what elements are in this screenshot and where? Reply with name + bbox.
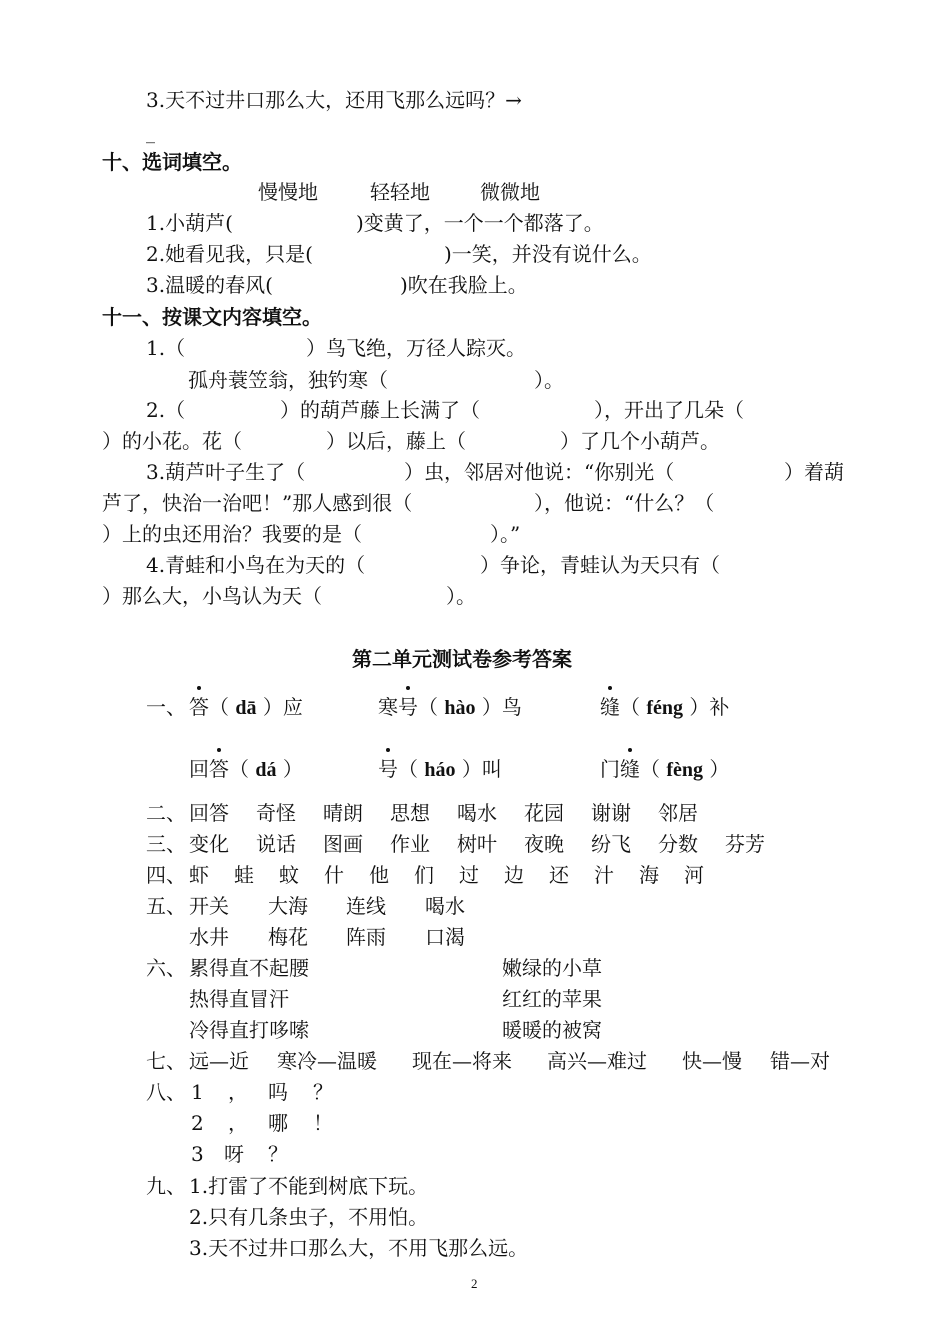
a2-item: 邻居: [658, 801, 698, 825]
page-number: 2: [471, 1276, 478, 1291]
a4-item: 什: [324, 863, 344, 887]
a3-item: 图画: [323, 832, 363, 856]
a4-item: 们: [414, 863, 434, 887]
a6-right: 红红的苹果: [502, 987, 602, 1011]
a3-item: 芬芳: [725, 832, 765, 856]
a3-item: 树叶: [457, 832, 497, 856]
section-11-heading: 十一、按课文内容填空。: [102, 305, 322, 329]
a8-item: ？: [313, 1080, 333, 1104]
s11-l5-b: ）虫，邻居对他说：“你别光（: [404, 460, 675, 484]
a3-item: 说话: [256, 832, 296, 856]
a1-label: 一、: [146, 695, 186, 719]
a3-item: 纷飞: [591, 832, 631, 856]
pinyin-item: 答（ dā ）应: [189, 695, 303, 719]
a7-item: 现在—将来: [412, 1049, 512, 1073]
a9-line-1: 1.打雷了不能到树底下玩。: [189, 1174, 429, 1198]
a6-label: 六、: [146, 956, 186, 980]
a7-item: 错—对: [770, 1049, 830, 1073]
question-9-3: 3.天不过井口那么大，还用飞那么远吗？→: [146, 88, 522, 112]
s11-l6-b: ），他说：“什么？（: [534, 491, 715, 515]
s10-q2-end: )一笑，并没有说什么。: [444, 242, 652, 266]
s11-l7-b: ）。”: [490, 522, 521, 546]
a2-item: 回答: [189, 801, 229, 825]
pinyin-item: 回答（ dá ）: [189, 757, 303, 781]
a4-item: 蚊: [279, 863, 299, 887]
a4-item: 他: [369, 863, 389, 887]
pinyin-item: 缝（ féng ）补: [600, 695, 730, 719]
a9-label: 九、: [146, 1174, 186, 1198]
section-10-heading: 十、选词填空。: [102, 150, 242, 174]
emphasis-dot-char: 缝: [620, 757, 640, 781]
a8-item: 吗: [268, 1080, 288, 1104]
a8-item: ！: [313, 1111, 333, 1135]
a8-item: 呀: [224, 1142, 244, 1166]
s11-l3-b: ）的葫芦藤上长满了（: [280, 398, 480, 422]
a5-item: 梅花: [268, 925, 308, 949]
pinyin-item: 号（ háo ）叫: [378, 757, 502, 781]
a2-item: 奇怪: [256, 801, 296, 825]
s11-l2-a: 孤舟蓑笠翁，独钓寒（: [188, 368, 388, 392]
s11-l3-a: 2.（: [146, 398, 186, 422]
a5-item: 大海: [268, 894, 308, 918]
a3-item: 变化: [189, 832, 229, 856]
a2-item: 思想: [390, 801, 430, 825]
a3-item: 分数: [658, 832, 698, 856]
a4-item: 边: [504, 863, 524, 887]
a4-item: 海: [639, 863, 659, 887]
a4-item: 虾: [189, 863, 209, 887]
a4-item: 汁: [594, 863, 614, 887]
a8-item: ，: [228, 1080, 248, 1104]
a7-label: 七、: [146, 1049, 186, 1073]
a3-item: 夜晚: [524, 832, 564, 856]
a4-item: 蛙: [234, 863, 254, 887]
s10-q3-start: 3.温暖的春风(: [146, 273, 273, 297]
a6-right: 嫩绿的小草: [502, 956, 602, 980]
a5-item: 阵雨: [346, 925, 386, 949]
s11-l1-b: ）鸟飞绝，万径人踪灭。: [306, 336, 526, 360]
s11-l4-b: ）以后，藤上（: [326, 429, 466, 453]
a5-item: 喝水: [425, 894, 465, 918]
s11-l8-a: 4.青蛙和小鸟在为天的（: [146, 553, 366, 577]
a7-item: 寒冷—温暖: [277, 1049, 377, 1073]
a3-label: 三、: [146, 832, 186, 856]
a8-item: ，: [228, 1111, 248, 1135]
a8-label: 八、: [146, 1080, 186, 1104]
a2-label: 二、: [146, 801, 186, 825]
a8-item: 1: [191, 1080, 204, 1104]
a8-item: 3: [191, 1142, 204, 1166]
s11-l9-a: ）那么大，小鸟认为天（: [102, 584, 322, 608]
a8-item: 2: [191, 1111, 204, 1135]
s11-l6-a: 芦了，快治一治吧！”那人感到很（: [102, 491, 413, 515]
a8-item: 哪: [268, 1111, 288, 1135]
a4-label: 四、: [146, 863, 186, 887]
emphasis-dot-char: 号: [398, 695, 418, 719]
emphasis-dot-char: 答: [209, 757, 229, 781]
answer-underline: _: [146, 123, 155, 144]
a6-right: 暖暖的被窝: [502, 1018, 602, 1042]
a4-item: 河: [684, 863, 704, 887]
emphasis-dot-char: 号: [378, 757, 398, 781]
a9-line-2: 2.只有几条虫子，不用怕。: [189, 1205, 429, 1229]
a4-item: 过: [459, 863, 479, 887]
a2-item: 花园: [524, 801, 564, 825]
word-bank-2: 轻轻地: [370, 180, 430, 204]
a7-item: 快—慢: [682, 1049, 742, 1073]
s11-l4-a: ）的小花。花（: [102, 429, 242, 453]
a5-item: 开关: [189, 894, 229, 918]
s10-q1-end: )变黄了，一个一个都落了。: [356, 211, 604, 235]
a2-item: 谢谢: [591, 801, 631, 825]
a9-line-3: 3.天不过井口那么大，不用飞那么远。: [189, 1236, 529, 1260]
a8-item: ？: [268, 1142, 288, 1166]
a4-item: 还: [549, 863, 569, 887]
word-bank-1: 慢慢地: [258, 180, 318, 204]
a2-item: 喝水: [457, 801, 497, 825]
s11-l8-b: ）争论，青蛙认为天只有（: [480, 553, 720, 577]
s11-l3-c: ），开出了几朵（: [594, 398, 744, 422]
s11-l7-a: ）上的虫还用治？我要的是（: [102, 522, 362, 546]
s11-l1-a: 1.（: [146, 336, 186, 360]
s10-q3-end: )吹在我脸上。: [400, 273, 528, 297]
a3-item: 作业: [390, 832, 430, 856]
answers-title: 第二单元测试卷参考答案: [352, 647, 572, 671]
s11-l9-b: ）。: [446, 584, 476, 608]
s11-l5-c: ）着葫: [784, 460, 844, 484]
a7-item: 高兴—难过: [547, 1049, 647, 1073]
s10-q1-start: 1.小葫芦(: [146, 211, 233, 235]
a5-label: 五、: [146, 894, 186, 918]
a7-item: 远—近: [189, 1049, 249, 1073]
a5-item: 水井: [189, 925, 229, 949]
word-bank-3: 微微地: [480, 180, 540, 204]
a2-item: 晴朗: [323, 801, 363, 825]
emphasis-dot-char: 缝: [600, 695, 620, 719]
emphasis-dot-char: 答: [189, 695, 209, 719]
s11-l5-a: 3.葫芦叶子生了（: [146, 460, 306, 484]
a6-left: 热得直冒汗: [189, 987, 289, 1011]
s11-l4-c: ）了几个小葫芦。: [560, 429, 720, 453]
s10-q2-start: 2.她看见我，只是(: [146, 242, 313, 266]
s11-l2-b: ）。: [534, 368, 564, 392]
a5-item: 口渴: [425, 925, 465, 949]
a6-left: 累得直不起腰: [189, 956, 309, 980]
a5-item: 连线: [346, 894, 386, 918]
a6-left: 冷得直打哆嗦: [189, 1018, 309, 1042]
pinyin-item: 寒号（ hào ）鸟: [378, 695, 522, 719]
pinyin-item: 门缝（ fèng ）: [600, 757, 730, 781]
